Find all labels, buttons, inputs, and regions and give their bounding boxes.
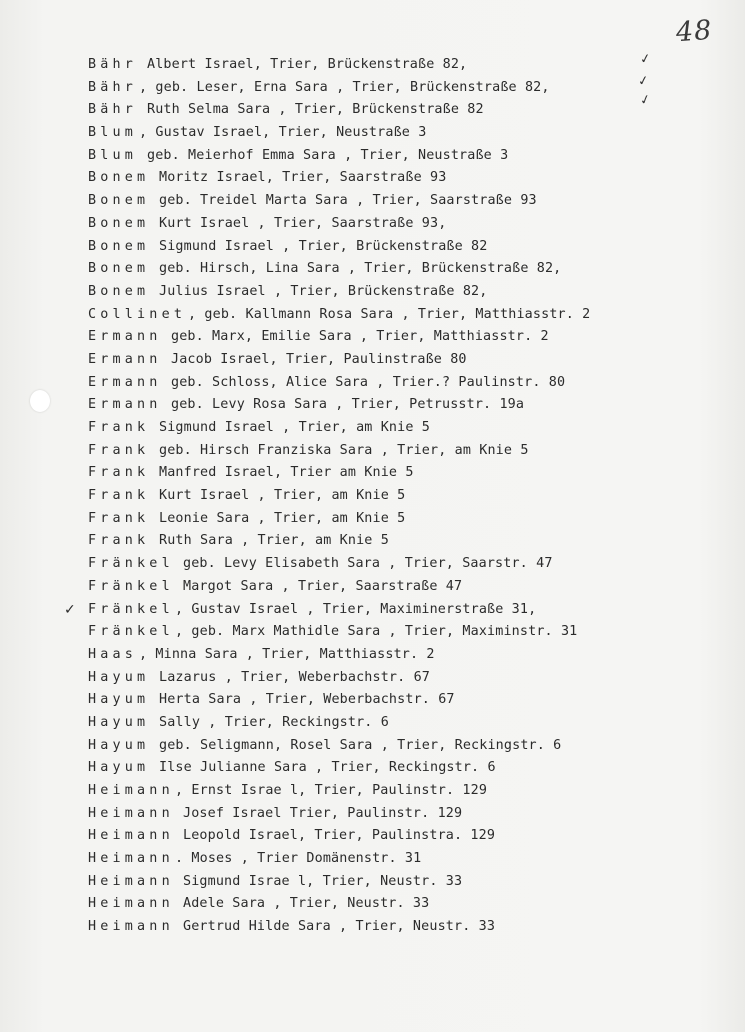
surname: Bonem [88,193,150,209]
surname: Bonem [88,215,150,231]
list-item [0,54,745,77]
entry-details: Gertrud Hilde Sara , Trier, Neustr. 33 [183,919,496,935]
surname: Bonem [88,261,150,277]
list-item [0,916,745,939]
list-item [0,440,745,463]
list-item [0,667,745,690]
surname: Hayum [88,714,150,730]
list-item [0,213,745,236]
list-item [0,621,745,644]
list-item [0,417,745,440]
list-item [0,304,745,327]
list-item [0,757,745,780]
entry-details: Lazarus , Trier, Weberbachstr. 67 [159,669,430,685]
list-item [0,871,745,894]
surname: Bähr [88,57,138,72]
list-item [0,803,745,826]
entry-details: Moritz Israel, Trier, Saarstraße 93 [159,170,447,186]
list-item [0,780,745,803]
list-item [0,848,745,871]
entry-details: geb. Marx, Emilie Sara , Trier, Matthiasstr. 2 [171,329,549,345]
entry-details: geb. Hirsch, Lina Sara , Trier, Brückenstraße 82, [159,261,562,277]
entry-details: Adele Sara , Trier, Neustr. 33 [183,896,430,912]
entry-details: geb. Meierhof Emma Sara , Trier, Neustraße 3 [147,147,509,163]
entry-details: Kurt Israel , Trier, am Knie 5 [159,488,406,504]
surname: Heimann [88,805,174,821]
surname: Collinet [88,306,187,322]
entry-details: Sigmund Israel , Trier, am Knie 5 [159,420,430,435]
entry-details: Leopold Israel, Trier, Paulinstra. 129 [183,828,496,844]
surname: Bonem [88,170,150,186]
surname: Hayum [88,760,150,776]
surname: Fränkel [88,556,174,572]
entry-details: Sally , Trier, Reckingstr. 6 [159,714,389,730]
list-item [0,599,745,622]
entry-details: , geb. Marx Mathidle Sara , Trier, Maximinstr. 31 [175,624,578,640]
entry-details: Sigmund Israel , Trier, Brückenstraße 82 [159,238,488,254]
name-list [0,54,745,939]
check-mark-icon: ✓ [638,91,653,110]
entry-details: geb. Levy Elisabeth Sara , Trier, Saarstr. 47 [183,556,553,572]
list-item [0,281,745,304]
entry-details: geb. Seligmann, Rosel Sara , Trier, Reckingstr. 6 [159,737,562,753]
surname: Bähr [88,79,138,95]
surname: Ermann [88,374,162,390]
surname: Bonem [88,238,150,254]
list-item [0,258,745,281]
surname: Ermann [88,397,162,413]
check-mark-icon: ✓ [64,601,76,618]
check-mark-icon: ✓ [636,73,651,90]
surname: Fränkel [88,578,174,594]
surname: Frank [88,465,150,481]
surname: Frank [88,510,150,526]
surname: Blum [88,147,138,163]
list-item [0,485,745,508]
list-item [0,326,745,349]
surname: Frank [88,420,150,435]
surname: Frank [88,533,150,549]
list-item [0,190,745,213]
entry-details: Albert Israel, Trier, Brückenstraße 82, [147,57,468,72]
list-item [0,236,745,259]
surname: Bonem [88,283,150,299]
list-item [0,893,745,916]
entry-details: . Moses , Trier Domänenstr. 31 [175,851,422,867]
list-item [0,553,745,576]
list-item [0,576,745,599]
list-item [0,145,745,168]
list-item [0,825,745,848]
list-item [0,530,745,553]
entry-details: Ruth Sara , Trier, am Knie 5 [159,533,389,549]
surname: Heimann [88,828,174,844]
entry-details: geb. Hirsch Franziska Sara , Trier, am Knie 5 [159,442,529,458]
entry-details: Leonie Sara , Trier, am Knie 5 [159,510,406,526]
entry-details: Margot Sara , Trier, Saarstraße 47 [183,578,463,594]
entry-details: Josef Israel Trier, Paulinstr. 129 [183,805,463,821]
entry-details: geb. Levy Rosa Sara , Trier, Petrusstr. 19a [171,397,525,413]
entry-details: , geb. Leser, Erna Sara , Trier, Brückenstraße 82, [139,79,550,95]
entry-details: , Gustav Israel , Trier, Maximinerstraße 31, [175,601,537,617]
surname: Ermann [88,351,162,367]
entry-details: Ruth Selma Sara , Trier, Brückenstraße 82 [147,102,484,118]
entry-details: Sigmund Israe l, Trier, Neustr. 33 [183,873,463,889]
surname: Ermann [88,329,162,345]
list-item [0,394,745,417]
entry-details: Kurt Israel , Trier, Saarstraße 93, [159,215,447,231]
entry-details: , Ernst Israe l, Trier, Paulinstr. 129 [175,783,488,798]
surname: Frank [88,442,150,458]
list-item [0,712,745,735]
entry-details: , Gustav Israel, Trier, Neustraße 3 [139,125,427,141]
list-item [0,689,745,712]
surname: Hayum [88,669,150,685]
surname: Fränkel [88,624,174,640]
list-item [0,99,745,122]
entry-details: Julius Israel , Trier, Brückenstraße 82, [159,283,488,299]
entry-details: , Minna Sara , Trier, Matthiasstr. 2 [139,646,435,662]
page-number: 48 [674,14,714,49]
surname: Hayum [88,692,150,708]
check-mark-icon: ✓ [638,51,653,68]
entry-details: , geb. Kallmann Rosa Sara , Trier, Matthiasstr. 2 [188,306,591,322]
entry-details: Ilse Julianne Sara , Trier, Reckingstr. 6 [159,760,496,776]
surname: Haas [88,646,138,662]
list-item [0,77,745,100]
entry-details: Jacob Israel, Trier, Paulinstraße 80 [171,351,467,367]
list-item [0,372,745,395]
entry-details: Manfred Israel, Trier am Knie 5 [159,465,414,481]
surname: Hayum [88,737,150,753]
list-item [0,735,745,758]
surname: Heimann [88,851,174,867]
surname: Heimann [88,919,174,935]
list-item [0,349,745,372]
surname: Blum [88,125,138,141]
entry-details: Herta Sara , Trier, Weberbachstr. 67 [159,692,455,708]
list-item [0,644,745,667]
list-item [0,462,745,485]
surname: Frank [88,488,150,504]
list-item [0,508,745,531]
entry-details: geb. Schloss, Alice Sara , Trier.? Paulinstr. 80 [171,374,566,390]
surname: Bähr [88,102,138,118]
list-item [0,122,745,145]
surname: Heimann [88,896,174,912]
surname: Fränkel [88,601,174,617]
entry-details: geb. Treidel Marta Sara , Trier, Saarstraße 93 [159,193,537,209]
surname: Heimann [88,873,174,889]
surname: Heimann [88,783,174,798]
list-item [0,167,745,190]
